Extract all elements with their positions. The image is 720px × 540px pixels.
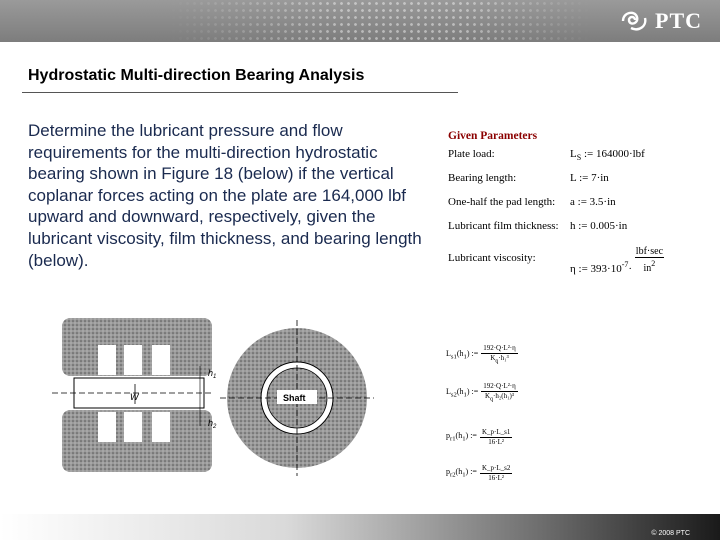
- title-underline: [22, 92, 458, 93]
- shaft-label: Shaft: [283, 393, 306, 403]
- param-label: Plate load:: [448, 148, 495, 160]
- copyright-text: © 2008 PTC: [651, 530, 690, 537]
- h1-label: $h_1$: [208, 368, 217, 380]
- slide-body-text: Determine the lubricant pressure and flow requirements for the multi-direction hydrostatic bearing shown in Figure 18 (below) if the vertical coplanar forces acting on the plate are 164,000 lbf upward and downward, respectively, given the lubricant viscosity, film thickness, and bearing length (below).: [28, 121, 422, 270]
- bearing-diagram: [52, 300, 382, 510]
- h2-label: $h_2$: [208, 418, 217, 430]
- param-expression: $L_S$ := 164000·lbf: [570, 148, 645, 163]
- param-label: Bearing length:: [448, 172, 517, 184]
- formula-row: $L_{s2}(h_1)$ := $\frac{\text{192·Q·L²·η}}{K_q\cdot h_2(h_1)^3}$: [446, 381, 516, 403]
- formula-row: $L_{s1}(h_1)$ := $\frac{\text{192·Q·L²·η}}{K_q\cdot h_1^3}$: [446, 343, 516, 365]
- param-expression: η := $393\cdot 10^{-7}\cdot$ $\frac{\text{lbf·sec}}{in^2}$: [570, 246, 664, 275]
- param-label: One-half the pad length:: [448, 196, 556, 208]
- formula-row: $p_{r2}(h_1)$ := $\frac{K\_p\cdot L\_s2}{\text{16·L²}}$: [446, 463, 511, 482]
- ptc-logo: [619, 6, 702, 36]
- param-row: [448, 196, 716, 214]
- w-label: W: [130, 392, 139, 402]
- formula-panel: [446, 340, 566, 492]
- param-expression: h := 0.005·in: [570, 220, 628, 232]
- param-row: [448, 148, 716, 166]
- bearing-figure: [52, 300, 382, 515]
- given-parameters-title: Given Parameters: [448, 130, 538, 142]
- slide-footer: [0, 514, 720, 540]
- slide-header: [0, 0, 720, 42]
- logo-text: PTC: [655, 8, 702, 33]
- param-expression: a := 3.5·in: [570, 196, 616, 208]
- formula-row: $p_{r1}(h_1)$ := $\frac{K\_p\cdot L\_s1}{\text{16·L²}}$: [446, 427, 511, 446]
- unit-fraction: $\frac{\text{lbf·sec}}{in^2}$: [635, 246, 664, 274]
- param-row: [448, 220, 716, 238]
- given-parameters-panel: [446, 128, 716, 288]
- ptc-swirl-icon: [619, 8, 649, 34]
- param-expression: L := 7·in: [570, 172, 609, 184]
- header-dot-pattern: [170, 0, 590, 42]
- param-label: Lubricant film thickness:: [448, 220, 559, 232]
- slide-title: Hydrostatic Multi-direction Bearing Analysis: [28, 67, 365, 84]
- param-row: [448, 172, 716, 190]
- param-label: Lubricant viscosity:: [448, 252, 536, 264]
- param-row: [448, 246, 716, 280]
